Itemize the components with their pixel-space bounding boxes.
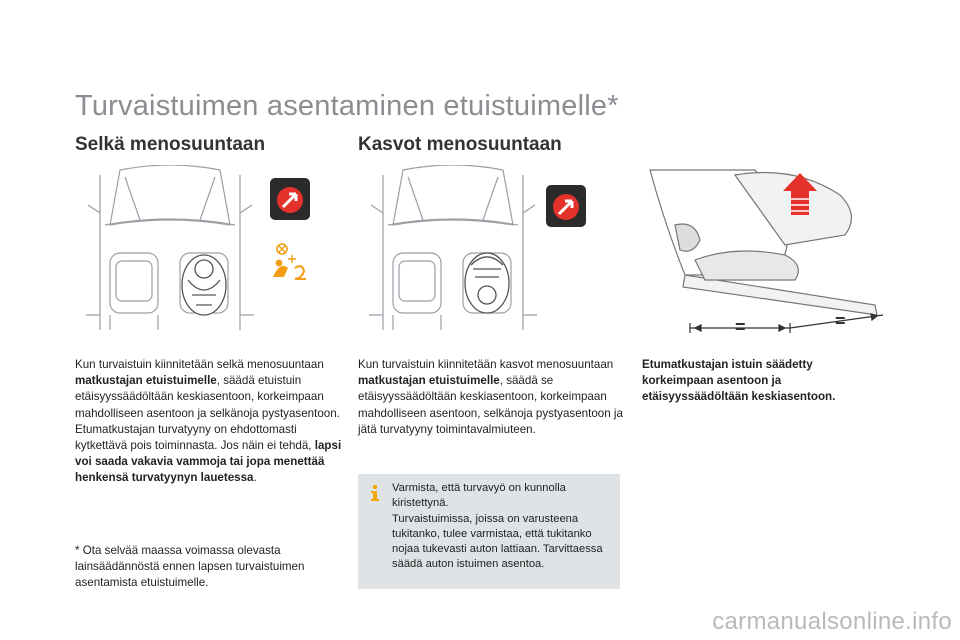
forward-facing-instructions <box>358 357 623 438</box>
section-heading-rear-facing: Selkä menosuuntaan <box>75 134 266 155</box>
airbag-on-switch-icon <box>546 185 586 227</box>
equal-sign-right: = <box>835 311 846 331</box>
watermark: carmanualsonline.info <box>712 608 952 635</box>
seat-adjustment-diagram <box>645 165 895 340</box>
rear-facing-text-1: Kun turvaistuin kiinnitetään selkä menosuuntaan <box>75 358 324 371</box>
rear-facing-text-1-bold: matkustajan etuistuimelle <box>75 374 217 388</box>
rear-facing-instructions <box>75 357 343 487</box>
rear-facing-warning-bold: lapsi voi saada vakavia vammoja tai jopa menettää henkensä turvatyynyn lauetessa <box>75 439 342 485</box>
info-icon <box>367 484 383 502</box>
section-heading-forward-facing: Kasvot menosuuntaan <box>358 134 562 155</box>
info-line-1: Varmista, että turvavyö on kunnolla kiristettynä. <box>392 482 566 510</box>
forward-facing-car-diagram <box>363 165 608 335</box>
footnote-mark: * <box>75 544 80 557</box>
forward-facing-text-1-tail: , säädä se etäisyyssäädöltään keskiasentoon, korkeimpaan mahdolliseen asentoon, selkänoja pystyasentoon ja jätä turvatyyny toimintavalmiuteen. <box>358 374 623 436</box>
equal-sign-left: = <box>735 317 746 337</box>
footnote-text: Ota selvää maassa voimassa olevasta lainsäädännöstä ennen lapsen turvaistuimen asentamista etuistuimelle. <box>75 544 305 590</box>
airbag-off-switch-icon <box>270 178 310 220</box>
rear-facing-text-1-tail: , säädä etuistuin etäisyyssäädöltään keskiasentoon, korkeimpaan mahdolliseen asentoon ja selkänoja pystyasentoon. <box>75 374 340 420</box>
seat-adjustment-caption: Etumatkustajan istuin säädetty korkeimpaan asentoon ja etäisyyssäädöltään keskiasentoon. <box>642 358 836 404</box>
forward-facing-text-1: Kun turvaistuin kiinnitetään kasvot menosuuntaan <box>358 358 614 371</box>
rear-facing-text-2-tail: . <box>253 471 257 485</box>
rear-facing-car-diagram <box>80 165 325 335</box>
footnote <box>75 543 340 592</box>
info-line-2: Turvaistuimissa, joissa on varusteena tukitanko, tulee varmistaa, että tukitanko nojaa tukevasti auton lattiaan. Tarvittaessa säädä auton istuimen asentoa. <box>392 512 603 571</box>
forward-facing-text-1-bold: matkustajan etuistuimelle <box>358 374 500 388</box>
airbag-deactivated-pictogram-icon <box>273 244 306 279</box>
rear-facing-text-2: Etumatkustajan turvatyyny on ehdottomasti kytkettävä pois toiminnasta. Jos näin ei tehdä, <box>75 422 315 453</box>
page-title: Turvaistuimen asentaminen etuistuimelle* <box>75 90 619 122</box>
info-text <box>392 481 612 573</box>
